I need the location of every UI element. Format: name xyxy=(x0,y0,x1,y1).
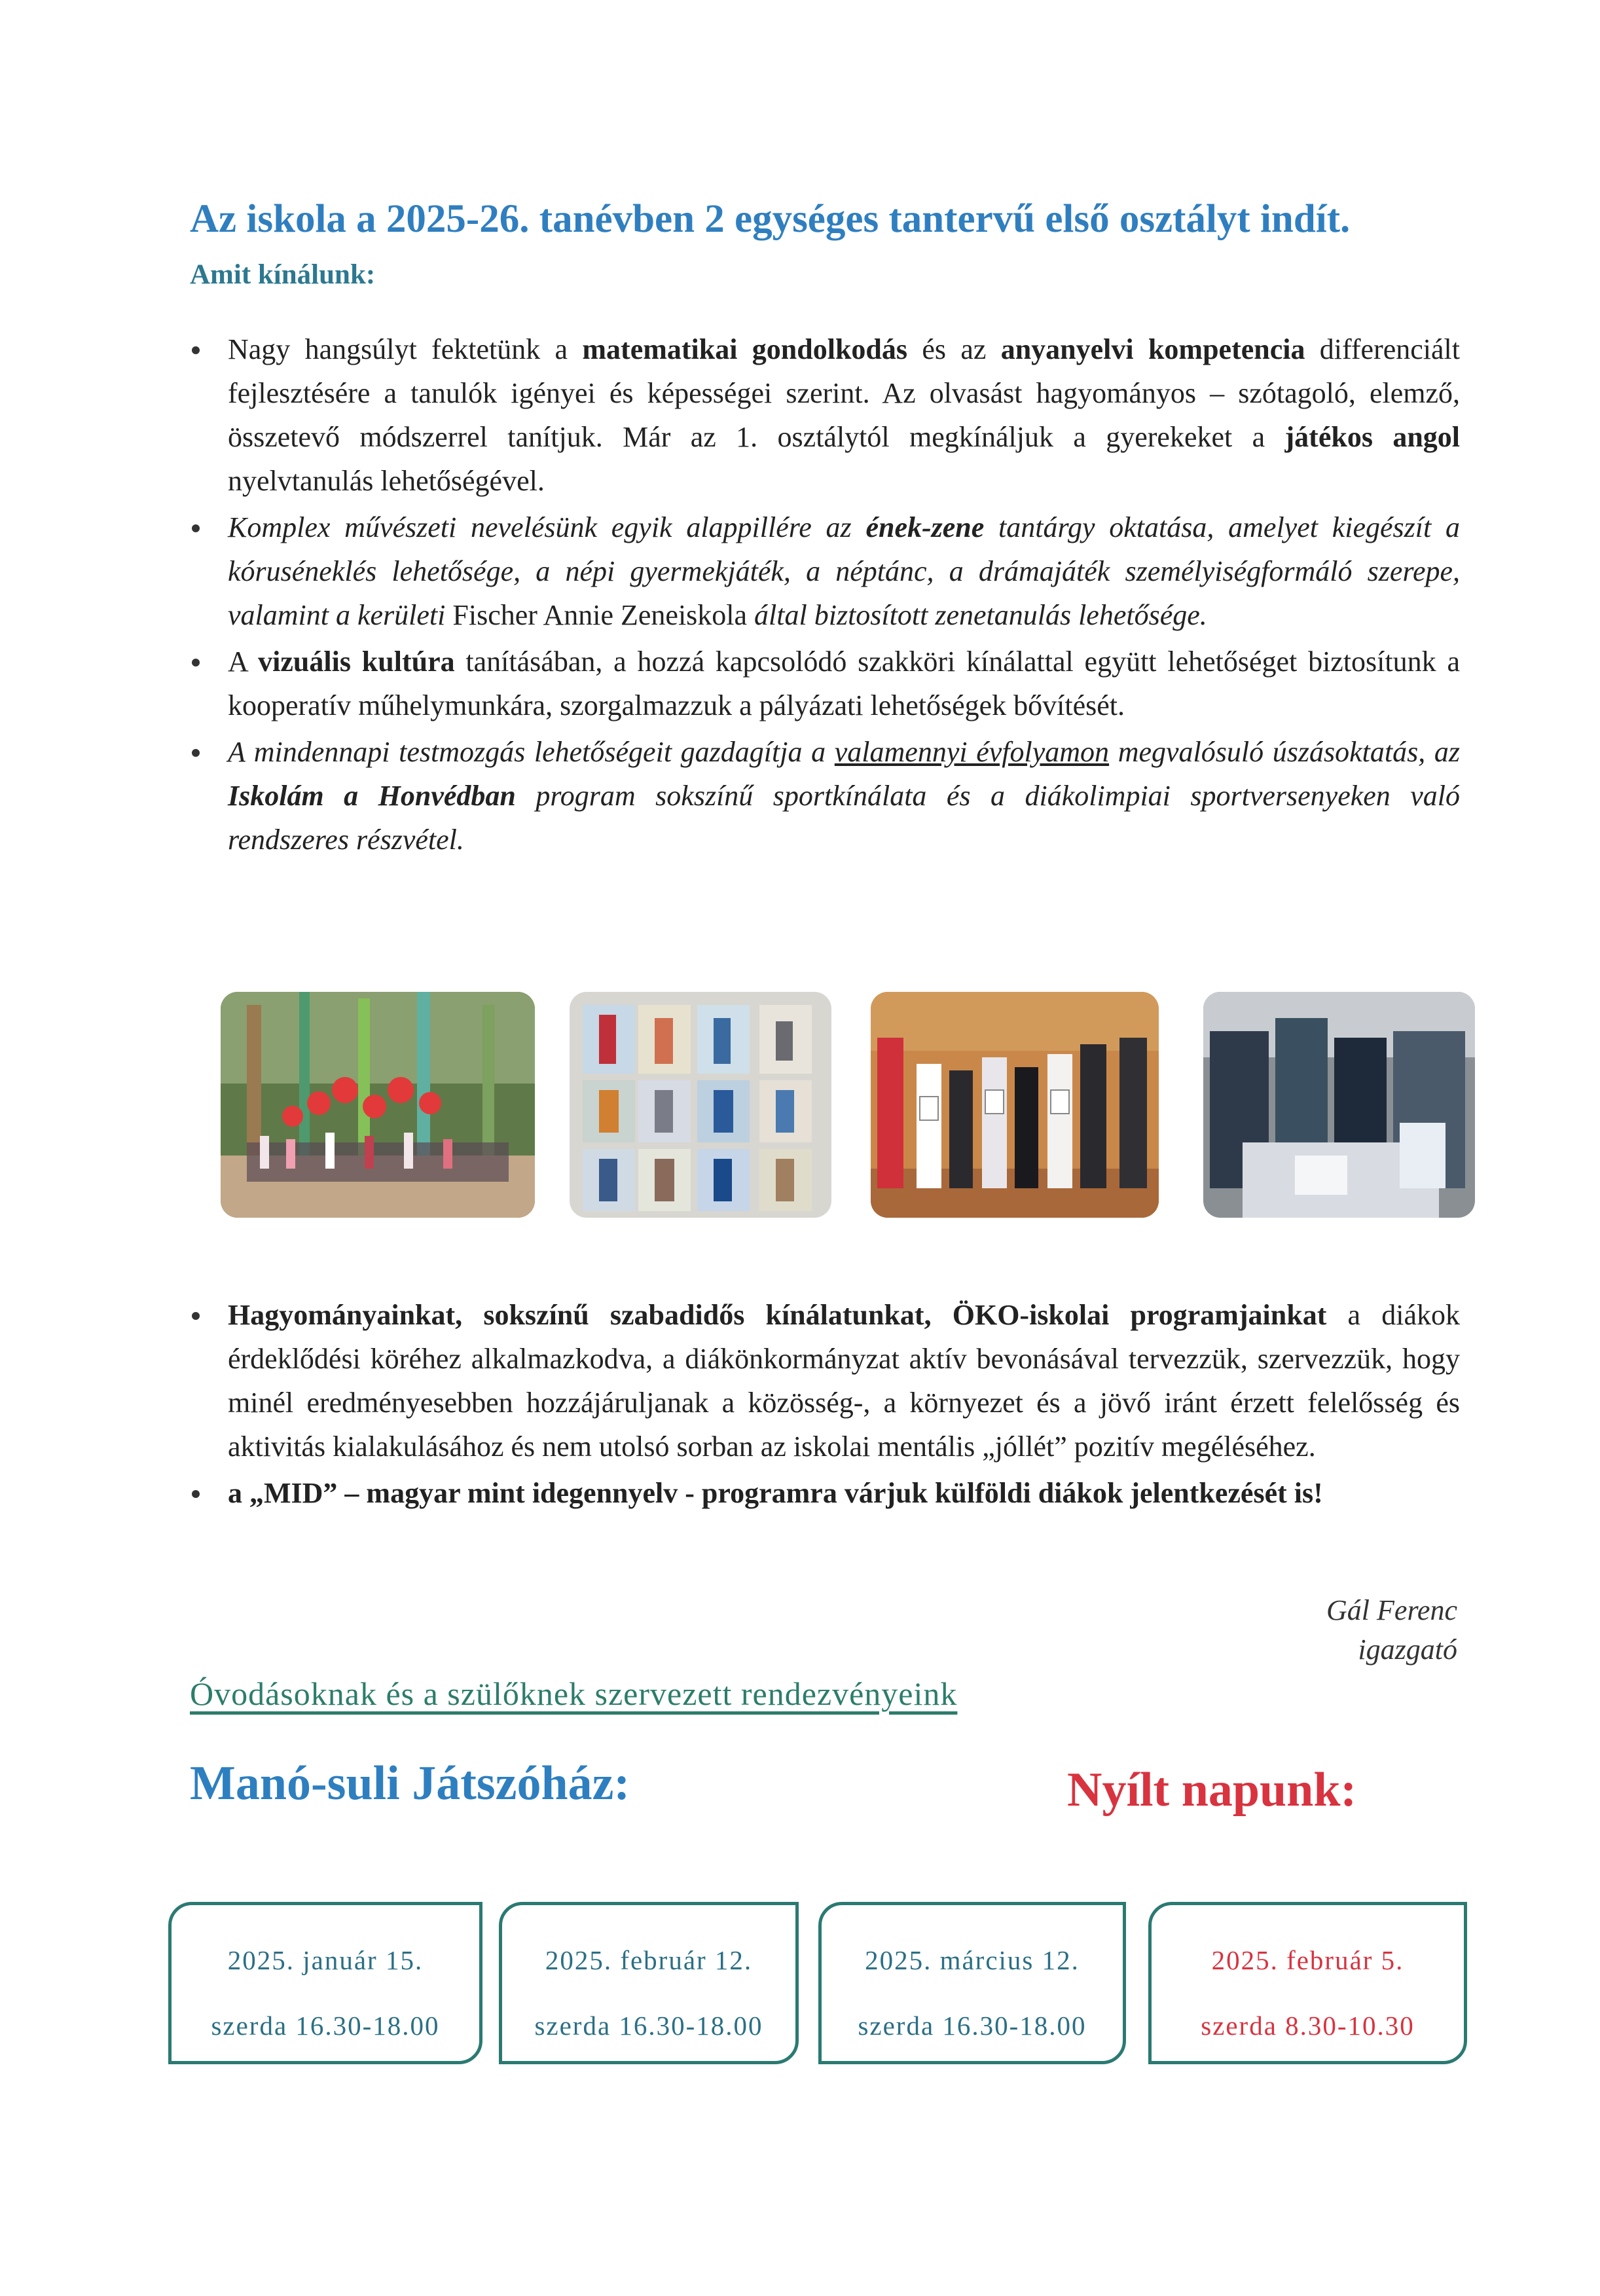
photo-student-drawings xyxy=(570,992,831,1218)
event-box xyxy=(818,1902,1126,2064)
event-date: 2025. március 12. xyxy=(865,1945,1080,1975)
activities-list xyxy=(190,1293,1460,1518)
list-item: A mindennapi testmozgás lehetőségeit gazdagítja a valamennyi évfolyamon megvalósuló úszásoktatás, az Iskolám a Honvédban program sokszínű sportkínálata és a diákolimpiai sportversenyeken való rendszeres részvétel. xyxy=(190,730,1460,862)
open-day-heading: Nyílt napunk: xyxy=(1067,1763,1357,1817)
photo-students-classroom xyxy=(1203,992,1475,1218)
event-date: 2025. február 12. xyxy=(545,1945,753,1975)
event-time: szerda 16.30-18.00 xyxy=(534,2011,763,2041)
events-heading: Óvodásoknak és a szülőknek szervezett rendezvényeink xyxy=(190,1675,958,1712)
event-time: szerda 16.30-18.00 xyxy=(211,2011,440,2041)
list-item: Komplex művészeti nevelésünk egyik alappillére az ének-zene tantárgy oktatása, amelyet kiegészít a kóruséneklés lehetősége, a népi gyermekjáték, a néptánc, a drámajáték személyiségformáló szerepe, valamint a kerületi Fischer Annie Zeneiskola által biztosított zenetanulás lehetősége. xyxy=(190,505,1460,637)
open-day-box xyxy=(1148,1902,1467,2064)
signature-role: igazgató xyxy=(1358,1633,1457,1666)
list-item: A vizuális kultúra tanításában, a hozzá kapcsolódó szakköri kínálattal együtt lehetőséget biztosítunk a kooperatív műhelymunkára, szorgalmazzuk a pályázati lehetőségek bővítését. xyxy=(190,640,1460,727)
page-title: Az iskola a 2025-26. tanévben 2 egységes tantervű első osztályt indít. xyxy=(190,197,1351,241)
event-box xyxy=(499,1902,799,2064)
signature xyxy=(1326,1591,1457,1669)
event-box xyxy=(168,1902,482,2064)
event-time: szerda 16.30-18.00 xyxy=(858,2011,1087,2041)
offer-subtitle: Amit kínálunk: xyxy=(190,259,376,290)
list-item: a „MID” – magyar mint idegennyelv - programra várjuk külföldi diákok jelentkezését is! xyxy=(190,1471,1460,1515)
photo-children-gym xyxy=(871,992,1159,1218)
event-date: 2025. január 15. xyxy=(227,1945,424,1975)
list-item: Nagy hangsúlyt fektetünk a matematikai gondolkodás és az anyanyelvi kompetencia differenciált fejlesztésére a tanulók igényei és képességei szerint. Az olvasást hagyományos – szótagoló, elemző, összetevő módszerrel tanítjuk. Már az 1. osztálytól megkínáljuk a gyerekeket a játékos angol nyelvtanulás lehetőségével. xyxy=(190,327,1460,503)
photo-children-balloons xyxy=(221,992,535,1218)
list-item: Hagyományainkat, sokszínű szabadidős kínálatunkat, ÖKO-iskolai programjainkat a diákok érdeklődési köréhez alkalmazkodva, a diákönkormányzat aktív bevonásával tervezzük, szervezzük, hogy minél eredményesebben hozzájáruljanak a közösség-, a környezet és a jövő iránt érzett felelősség és aktivitás kialakulásához és nem utolsó sorban az iskolai mentális „jóllét” pozitív megéléséhez. xyxy=(190,1293,1460,1468)
mano-suli-heading: Manó-suli Játszóház: xyxy=(190,1757,630,1810)
signature-name: Gál Ferenc xyxy=(1326,1594,1457,1626)
offer-list xyxy=(190,327,1460,864)
event-date: 2025. február 5. xyxy=(1211,1945,1404,1975)
event-time: szerda 8.30-10.30 xyxy=(1201,2011,1415,2041)
